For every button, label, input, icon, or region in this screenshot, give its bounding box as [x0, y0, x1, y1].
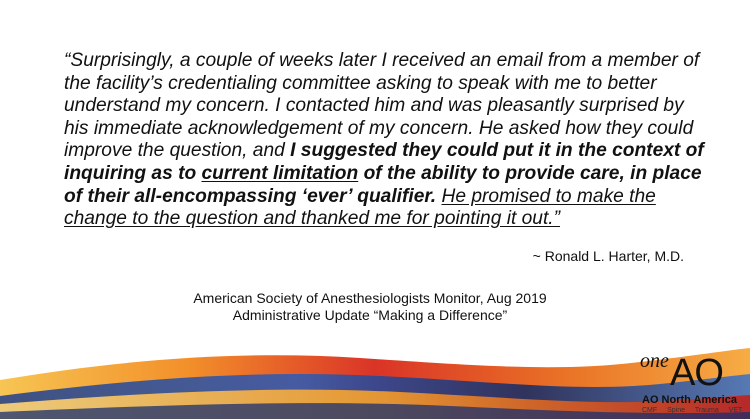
quote-part-intro: “Surprisingly, a couple of weeks later I received an email from a member of the facility’s credentialing committee asking to speak with me to better understand my concern. I contacted him and was pleasantly surprised by his immediate acknowledgement of my concern. He asked how they could improve the question, and — [64, 50, 700, 162]
logo-ao-text: AO — [670, 352, 723, 394]
source-line-article: Administrative Update “Making a Difference” — [232, 307, 508, 323]
logo-specialty-vet: VET — [728, 407, 743, 414]
ao-north-america-logo — [636, 350, 743, 416]
quote-part-promise: He promised to make the change to the question and thanked me for pointing it out.” — [64, 185, 656, 230]
logo-specialty-spine: Spine — [667, 407, 686, 414]
quote-author: ~ Ronald L. Harter, M.D. — [532, 248, 684, 264]
quote-part-current-limitation: current limitation — [201, 162, 359, 184]
logo-specialty-cmf: CMF — [642, 407, 658, 414]
logo-org-name: AO North America — [642, 394, 737, 406]
logo-specialty-trauma: Trauma — [694, 407, 719, 414]
quote-part-ever-qualifier: of the ability to provide care, in place of their all-encompassing ‘ever’ qualifier. — [64, 162, 702, 207]
quote-text — [64, 50, 704, 231]
logo-specialties — [642, 407, 750, 414]
source-line-publication: American Society of Anesthesiologists Monitor, Aug 2019 — [193, 290, 547, 306]
quote-part-suggestion: I suggested they could put it in the context of inquiring as to — [64, 140, 704, 184]
logo-one-text: one — [640, 350, 669, 372]
